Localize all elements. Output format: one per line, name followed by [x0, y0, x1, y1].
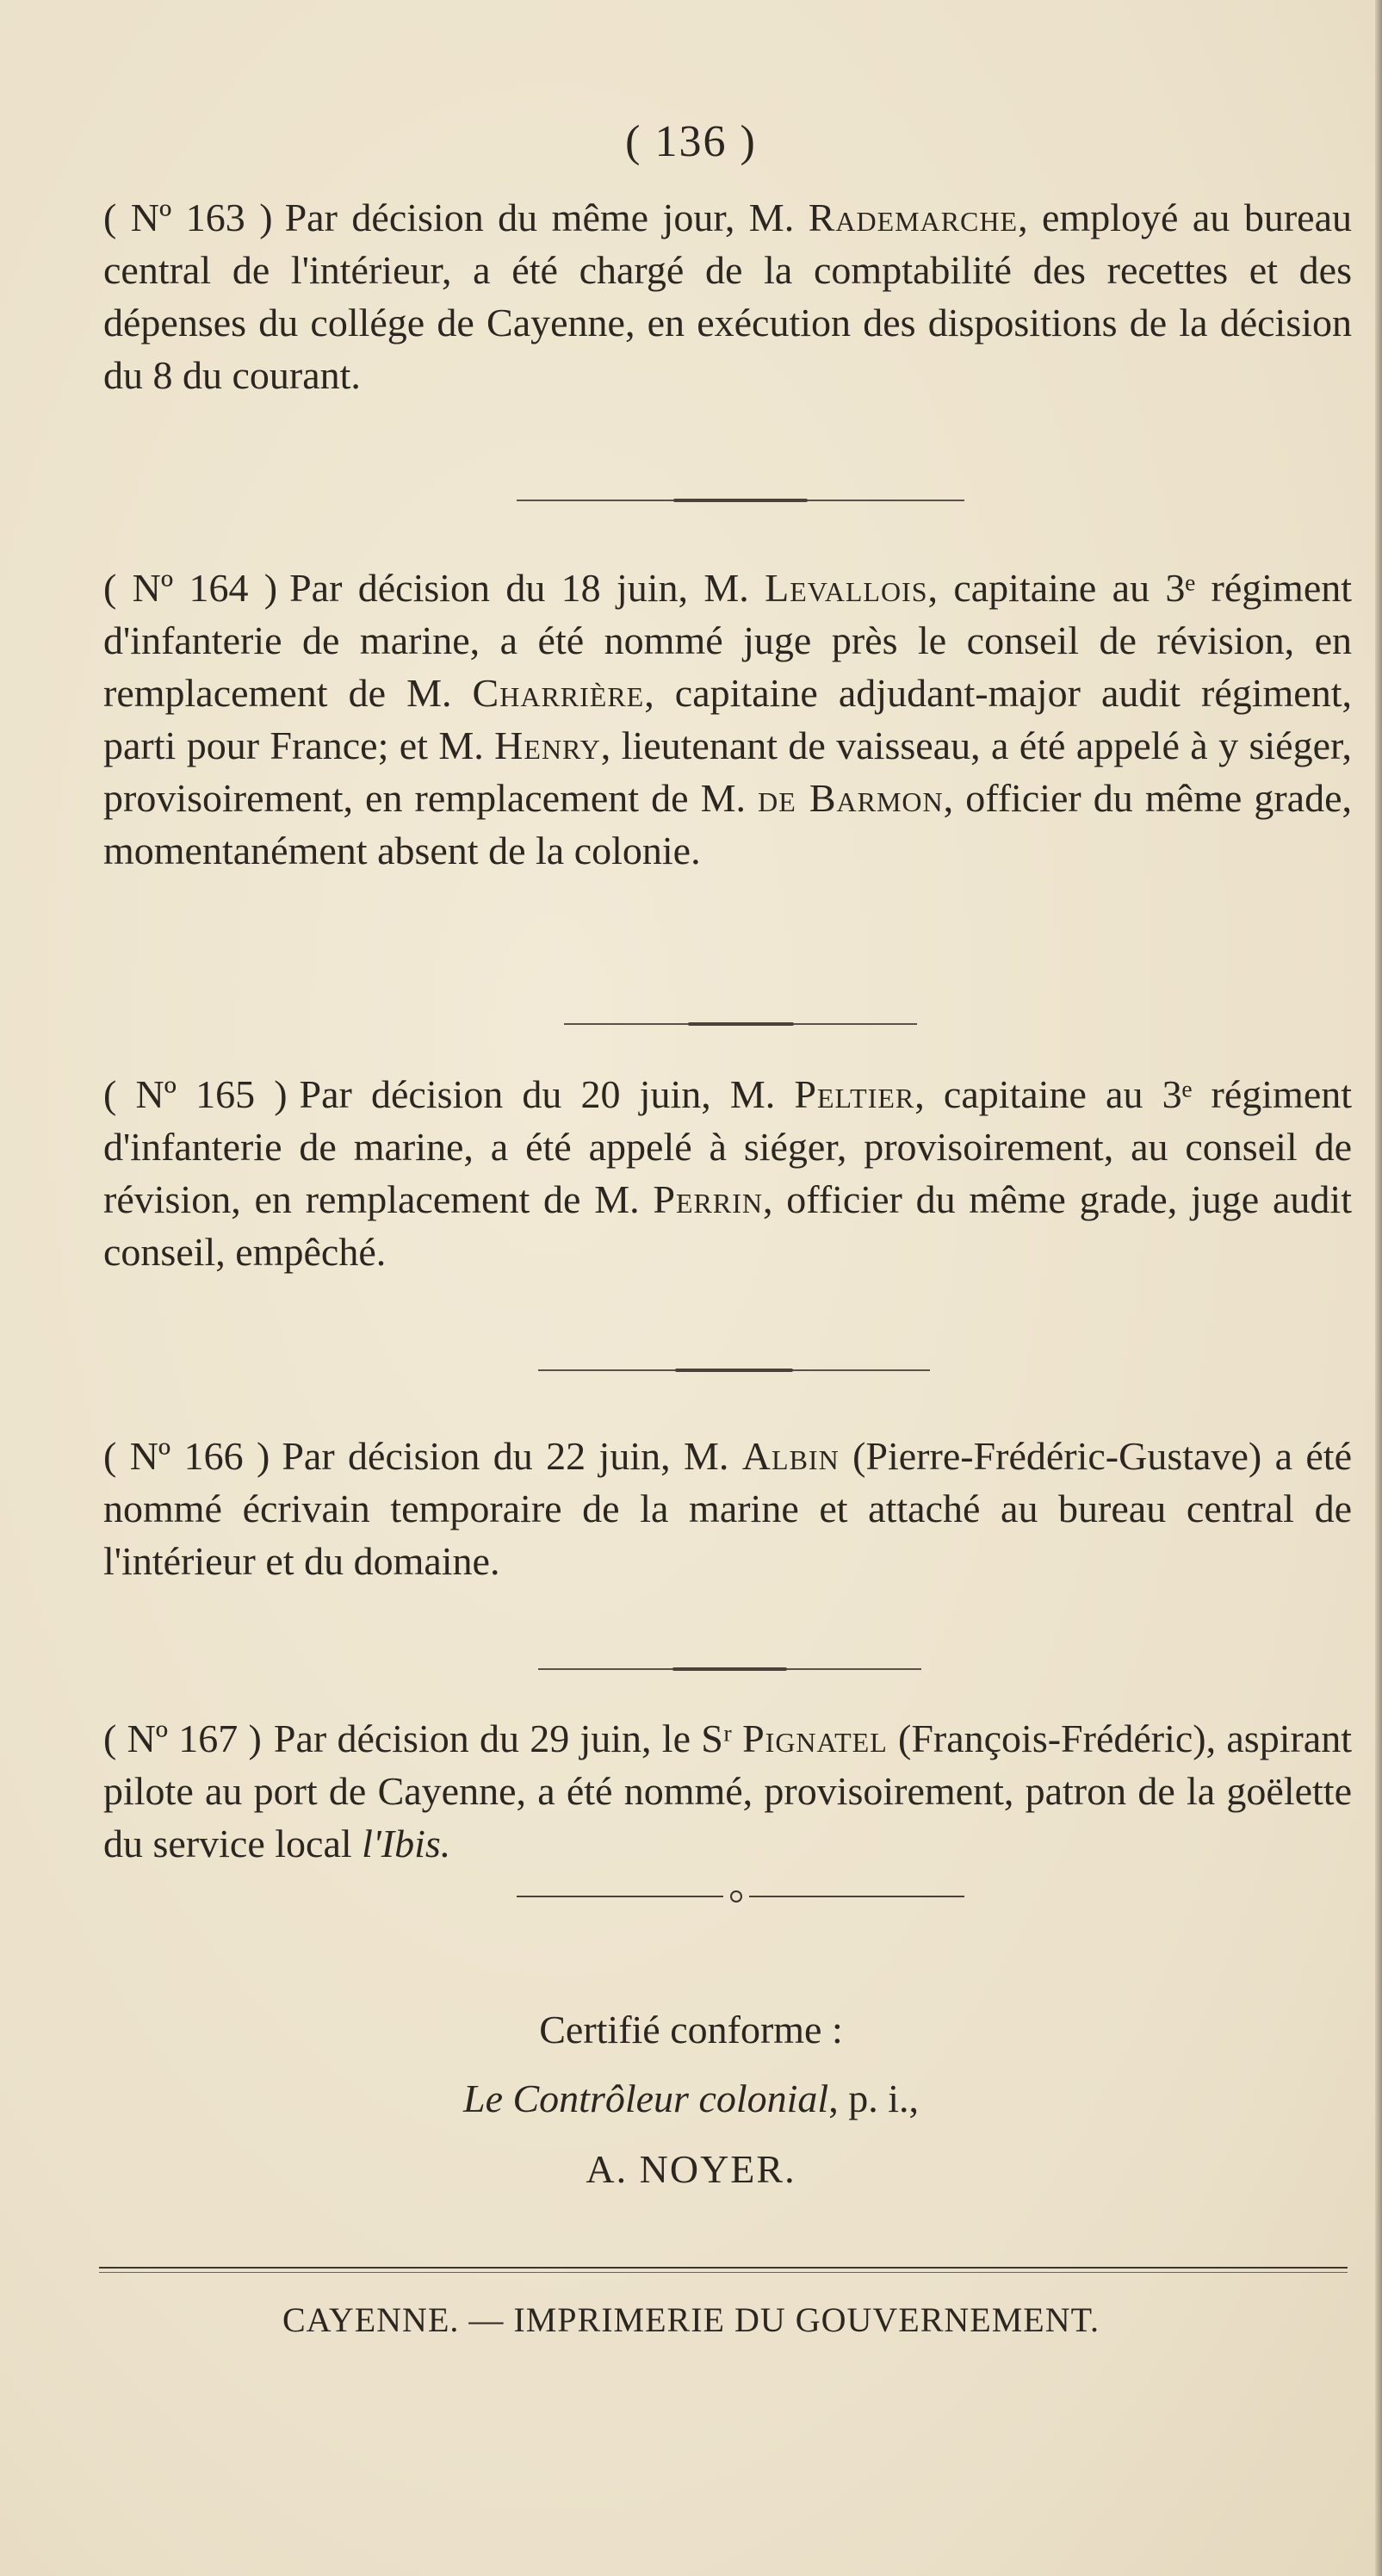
entry-number: ( Nº 167 ): [103, 1716, 262, 1760]
signature: A. NOYER.: [586, 2147, 796, 2191]
entry-text: l'Ibis.: [362, 1822, 451, 1865]
entry-number: ( Nº 165 ): [103, 1072, 288, 1116]
separator-rule: [538, 1668, 921, 1670]
entry-164: [103, 562, 1352, 877]
ornament-center: [730, 1890, 742, 1903]
entry-165: [103, 1068, 1352, 1278]
entry-text: , officier du même grade, momentanément absent de la colonie.: [103, 776, 1352, 872]
separator-rule: [564, 1023, 917, 1025]
printer-imprint: CAYENNE. — IMPRIMERIE DU GOUVERNEMENT.: [282, 2300, 1100, 2339]
footer-double-rule: [99, 2267, 1348, 2272]
entry-number: ( Nº 166 ): [103, 1434, 270, 1478]
person-name: Henry: [494, 723, 601, 767]
entry-text: , officier du même grade, juge audit conseil, empêché.: [103, 1177, 1352, 1274]
entry-text: Par décision du 22 juin, M.: [282, 1434, 742, 1478]
page-number: ( 136 ): [625, 117, 757, 166]
entry-text: (Pierre-Frédéric-Gustave) a été nommé écrivain temporaire de la marine et attaché au bureau central de l'intérieur et du domaine.: [103, 1434, 1353, 1583]
entry-number: ( Nº 164 ): [103, 566, 278, 610]
separator-rule: [538, 1369, 930, 1371]
person-name: Albin: [741, 1434, 840, 1478]
entry-number: ( Nº 163 ): [103, 196, 273, 239]
entry-167: [103, 1712, 1352, 1870]
entry-text: Par décision du même jour, M.: [284, 196, 809, 239]
entry-text: , capitaine adjudant-major audit régiment, parti pour France; et M.: [103, 671, 1352, 767]
ornament-rule: [517, 1890, 964, 1903]
person-name: Charrière: [472, 671, 645, 715]
person-name: Levallois: [765, 566, 928, 610]
entry-166: [103, 1430, 1352, 1587]
controller-title-rest: , p. i.,: [828, 2076, 919, 2120]
person-name: Perrin: [653, 1177, 763, 1221]
entry-text: , lieutenant de vaisseau, a été appelé à y siéger, provisoirement, en remplacement de M.: [103, 723, 1352, 820]
certification-line: Certifié conforme :: [539, 2008, 843, 2051]
entry-text: (François-Frédéric), aspirant pilote au port de Cayenne, a été nommé, provisoirement, patron de la goëlette du service local: [103, 1716, 1352, 1865]
person-name: de Barmon: [758, 776, 944, 820]
entry-text: Par décision du 20 juin, M.: [299, 1072, 795, 1116]
person-name: Peltier: [794, 1072, 915, 1116]
entry-text: , capitaine au 3ᵉ régiment d'infanterie de marine, a été nommé juge près le conseil de révision, en remplacement de M.: [103, 566, 1353, 715]
entry-text: Par décision du 18 juin, M.: [289, 566, 765, 610]
entry-text: , employé au bureau central de l'intérieur, a été chargé de la comptabilité des recettes et des dépenses du collége de Cayenne, en exécution des dispositions de la décision du 8 du courant.: [103, 196, 1352, 397]
person-name: Pignatel: [742, 1716, 888, 1760]
entry-text: , capitaine au 3ᵉ régiment d'infanterie de marine, a été appelé à siéger, provisoirement, au conseil de révision, en remplacement de M.: [103, 1072, 1353, 1221]
entry-text: Par décision du 29 juin, le Sʳ: [273, 1716, 743, 1760]
controller-title: [0, 2076, 1382, 2121]
separator-rule: [517, 500, 964, 501]
entry-163: [103, 191, 1352, 401]
controller-title-italic: Le Contrôleur colonial: [462, 2076, 829, 2120]
person-name: Rademarche: [808, 196, 1019, 239]
